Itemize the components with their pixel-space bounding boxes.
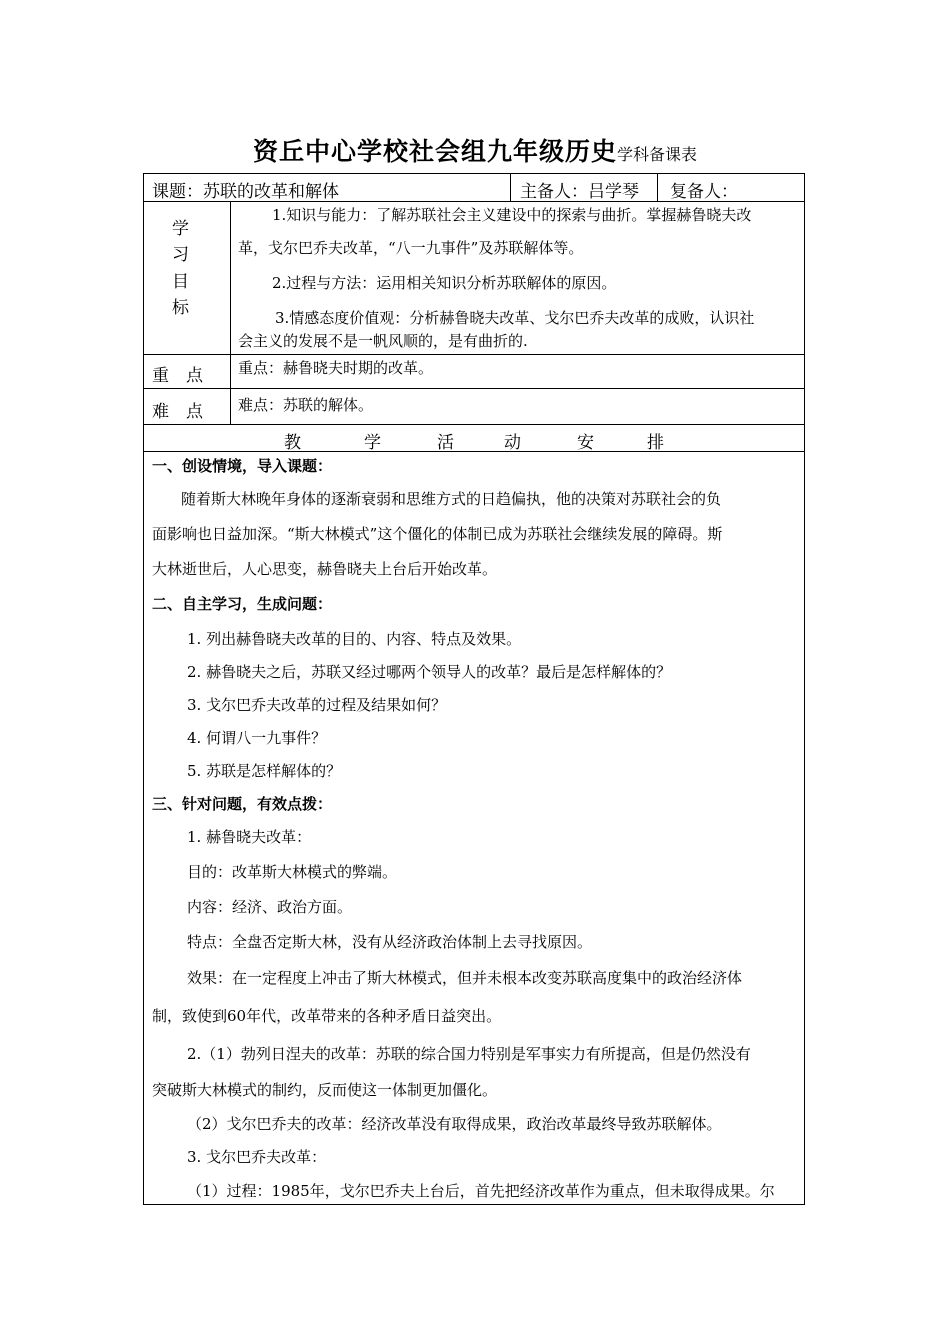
point-2-sub-2: （2）戈尔巴乔夫的改革：经济改革没有取得成果，政治改革最终导致苏联解体。 bbox=[187, 1115, 722, 1133]
objective-1-line-1: 1.知识与能力：了解苏联社会主义建设中的探索与曲折。掌握赫鲁晓夫改 bbox=[272, 206, 752, 224]
activity-header-char: 排 bbox=[647, 433, 664, 453]
title-main: 资丘中心学校社会组九年级历史 bbox=[252, 137, 617, 166]
question-5: 5. 苏联是怎样解体的？ bbox=[187, 762, 342, 780]
topic-cell: 课题：苏联的改革和解体 bbox=[152, 182, 339, 202]
difficulty-text: 难点：苏联的解体。 bbox=[238, 396, 374, 414]
activity-header-char: 动 bbox=[504, 433, 521, 453]
objective-1-line-2: 革，戈尔巴乔夫改革，“八一九事件”及苏联解体等。 bbox=[238, 239, 584, 257]
section-3-heading: 三、针对问题，有效点拨： bbox=[152, 795, 333, 813]
col-divider bbox=[230, 201, 231, 424]
point-1-effect-line-1: 效果：在一定程度上冲击了斯大林模式，但并未根本改变苏联高度集中的政治经济体 bbox=[187, 969, 743, 987]
row-divider bbox=[144, 424, 804, 425]
objectives-label-char: 目 bbox=[172, 272, 189, 292]
section-1-line-1: 随着斯大林晚年身体的逐渐衰弱和思维方式的日趋偏执，他的决策对苏联社会的负 bbox=[181, 490, 722, 508]
difficulty-label: 难 点 bbox=[152, 402, 203, 422]
section-1-line-3: 大林逝世后，人心思变，赫鲁晓夫上台后开始改革。 bbox=[152, 560, 498, 578]
point-1-effect-line-2: 制，致使到60年代，改革带来的各种矛盾日益突出。 bbox=[152, 1007, 502, 1025]
point-3-title: 3. 戈尔巴乔夫改革： bbox=[187, 1148, 327, 1166]
question-3: 3. 戈尔巴乔夫改革的过程及结果如何？ bbox=[187, 696, 447, 714]
question-2: 2. 赫鲁晓夫之后，苏联又经过哪两个领导人的改革？最后是怎样解体的？ bbox=[187, 663, 672, 681]
col-divider bbox=[510, 174, 511, 201]
section-1-line-2: 面影响也日益加深。“斯大林模式”这个僵化的体制已成为苏联社会继续发展的障碍。斯 bbox=[152, 525, 723, 543]
key-point-text: 重点：赫鲁晓夫时期的改革。 bbox=[238, 359, 434, 377]
preparer-cell: 主备人：吕学琴 bbox=[520, 182, 639, 202]
title-subtitle: 学科备课表 bbox=[617, 145, 698, 164]
point-1-title: 1. 赫鲁晓夫改革： bbox=[187, 828, 312, 846]
point-2-line-2: 突破斯大林模式的制约，反而使这一体制更加僵化。 bbox=[152, 1081, 498, 1099]
question-4: 4. 何谓八一九事件？ bbox=[187, 729, 327, 747]
point-3-sub-1: （1）过程：1985年，戈尔巴乔夫上台后，首先把经济改革作为重点，但未取得成果。尔 bbox=[187, 1182, 775, 1200]
row-divider bbox=[144, 388, 804, 389]
objective-3-line-1: 3.情感态度价值观：分析赫鲁晓夫改革、戈尔巴乔夫改革的成败，认识社 bbox=[275, 309, 755, 327]
point-2-line-1: 2.（1）勃列日涅夫的改革：苏联的综合国力特别是军事实力有所提高，但是仍然没有 bbox=[187, 1045, 751, 1063]
objectives-label-char: 习 bbox=[172, 245, 189, 265]
row-divider bbox=[144, 451, 804, 452]
objective-2: 2.过程与方法：运用相关知识分析苏联解体的原因。 bbox=[272, 274, 617, 292]
point-1-content: 内容：经济、政治方面。 bbox=[187, 898, 353, 916]
objective-3-line-2: 会主义的发展不是一帆风顺的，是有曲折的. bbox=[238, 332, 528, 350]
point-1-feature: 特点：全盘否定斯大林，没有从经济政治体制上去寻找原因。 bbox=[187, 933, 593, 951]
point-1-goal: 目的：改革斯大林模式的弊端。 bbox=[187, 863, 398, 881]
section-2-heading: 二、自主学习，生成问题： bbox=[152, 595, 333, 613]
section-1-heading: 一、创设情境，导入课题： bbox=[152, 457, 333, 475]
key-point-label: 重 点 bbox=[152, 366, 203, 386]
activity-header-char: 安 bbox=[577, 433, 594, 453]
objectives-label-char: 标 bbox=[172, 298, 189, 318]
activity-header-char: 活 bbox=[437, 433, 454, 453]
row-divider bbox=[144, 354, 804, 355]
activity-header-char: 学 bbox=[364, 433, 381, 453]
reviewer-cell: 复备人： bbox=[670, 182, 738, 202]
document-title bbox=[0, 132, 950, 168]
col-divider bbox=[657, 174, 658, 201]
question-1: 1. 列出赫鲁晓夫改革的目的、内容、特点及效果。 bbox=[187, 630, 522, 648]
objectives-label-char: 学 bbox=[172, 219, 189, 239]
activity-header-char: 教 bbox=[284, 433, 301, 453]
lesson-plan-table bbox=[143, 173, 805, 1205]
